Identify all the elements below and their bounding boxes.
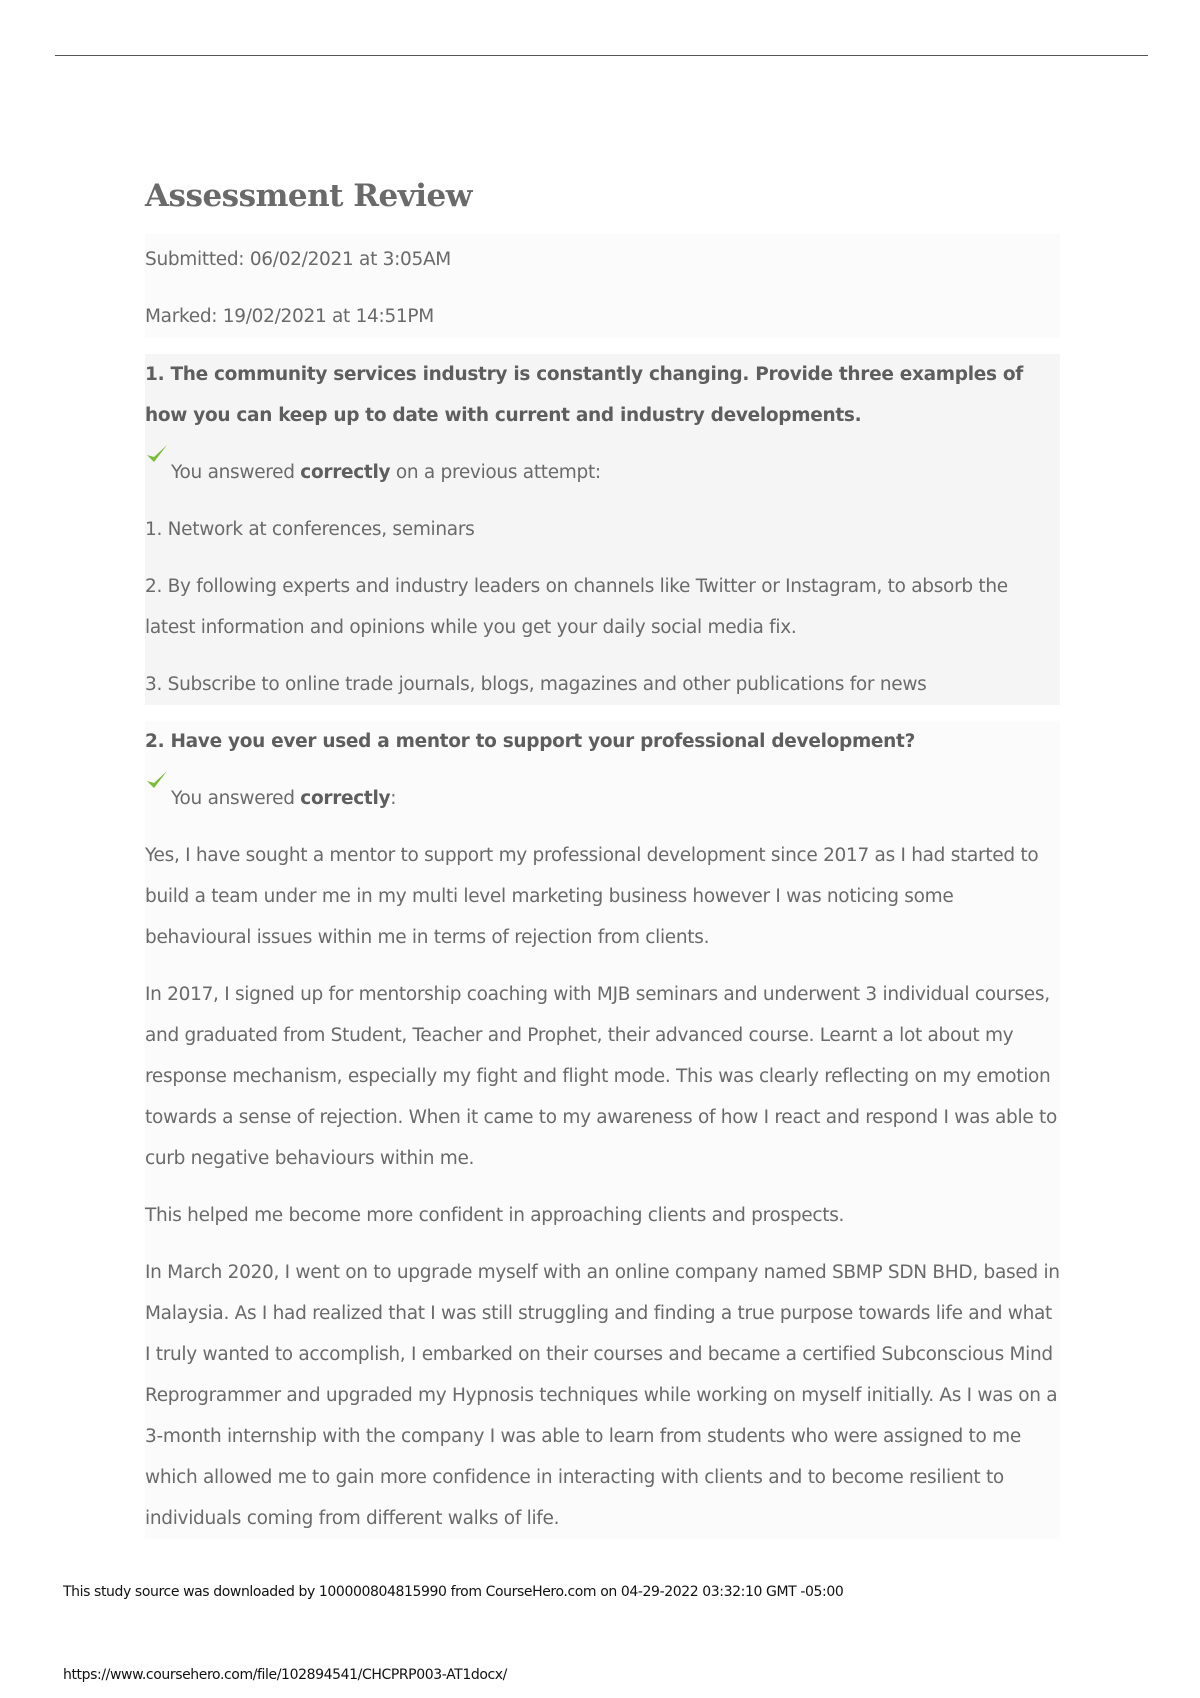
- answer-item: 1. Network at conferences, seminars: [145, 519, 475, 540]
- status-emphasis: correctly: [300, 462, 391, 483]
- question-text: 1. The community services industry is constantly changing. Provide three examples of how you can keep up to date with current and industry developments.: [145, 364, 1023, 426]
- assessment-review: [145, 170, 1060, 1539]
- page-title: Assessment Review: [145, 178, 472, 214]
- answer-status: [145, 452, 1060, 493]
- answer-item: 3. Subscribe to online trade journals, blogs, magazines and other publications for news: [145, 674, 927, 695]
- question-block-1: [145, 354, 1060, 705]
- check-icon: [145, 766, 169, 790]
- status-suffix: on a previous attempt:: [390, 462, 601, 483]
- answer-paragraph: In 2017, I signed up for mentorship coaching with MJB seminars and underwent 3 individual courses, and graduated from Student, Teacher and Prophet, their advanced course. Learnt a lot about my response mechanism, especially my fight and flight mode. This was clearly reflecting on my emotion towards a sense of rejection. When it came to my awareness of how I react and respond I was able to curb negative behaviours within me.: [145, 984, 1057, 1169]
- submitted-date: Submitted: 06/02/2021 at 3:05AM: [145, 249, 451, 270]
- answer-item: 2. By following experts and industry leaders on channels like Twitter or Instagram, to absorb the latest information and opinions while you get your daily social media fix.: [145, 576, 1008, 638]
- status-prefix: You answered: [171, 462, 301, 483]
- status-emphasis: correctly: [300, 788, 391, 809]
- check-icon: [145, 440, 169, 464]
- marked-date: Marked: 19/02/2021 at 14:51PM: [145, 306, 434, 327]
- answer-paragraph: This helped me become more confident in approaching clients and prospects.: [145, 1205, 845, 1226]
- download-source-note: This study source was downloaded by 100000804815990 from CourseHero.com on 04-29-2022 03:32:10 GMT -05:00: [63, 1584, 844, 1600]
- source-url: https://www.coursehero.com/file/102894541/CHCPRP003-AT1docx/: [63, 1667, 507, 1683]
- submission-meta: [145, 234, 1060, 338]
- status-prefix: You answered: [171, 788, 301, 809]
- question-text: 2. Have you ever used a mentor to support your professional development?: [145, 731, 916, 752]
- top-rule: [55, 55, 1148, 56]
- question-block-2: [145, 721, 1060, 1539]
- answer-status: [145, 778, 1060, 819]
- answer-paragraph: Yes, I have sought a mentor to support my professional development since 2017 as I had started to build a team under me in my multi level marketing business however I was noticing some behavioural issues within me in terms of rejection from clients.: [145, 845, 1039, 948]
- answer-paragraph: In March 2020, I went on to upgrade myself with an online company named SBMP SDN BHD, based in Malaysia. As I had realized that I was still struggling and finding a true purpose towards life and what I truly wanted to accomplish, I embarked on their courses and became a certified Subconscious Mind Reprogrammer and upgraded my Hypnosis techniques while working on myself initially. As I was on a 3-month internship with the company I was able to learn from students who were assigned to me which allowed me to gain more confidence in interacting with clients and to become resilient to individuals coming from different walks of life.: [145, 1262, 1060, 1529]
- status-suffix: :: [390, 788, 397, 809]
